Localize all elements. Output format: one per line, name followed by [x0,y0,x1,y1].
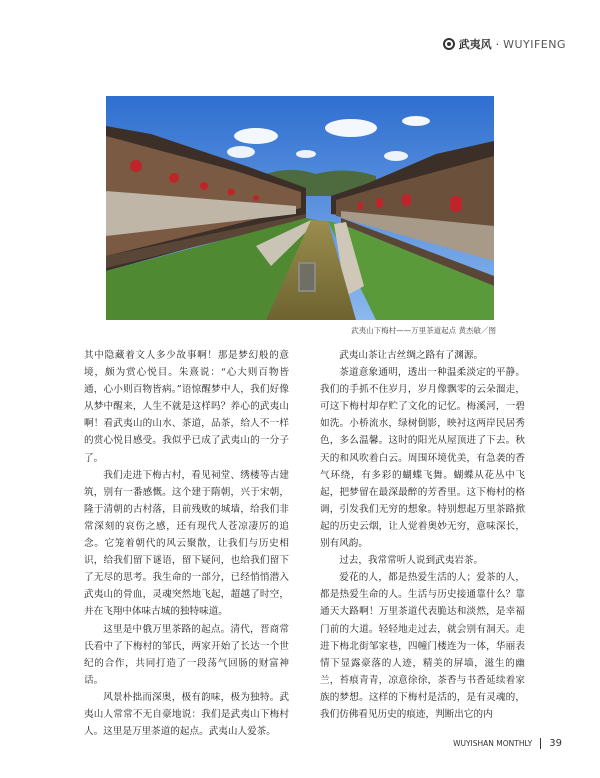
magazine-name: WUYISHAN MONTHLY [453,739,533,748]
paragraph: 过去，我常常听人说到武夷岩茶。 [339,555,484,567]
paragraph: 茶道意象通明，透出一种温柔淡定的平静。我们的手抓不住岁月，岁月像飘零的云朵溜走，可这下梅村却存贮了文化的记忆。梅溪河，一碧如洗。小桥流水，绿树倒影，映衬这两岸民居秀色，多么温馨。这时的阳光从屋顶进了下去。秋天的和风吹着白云。周围环境优美，有急袭的香气环绕，有多彩的蝴蝶飞舞。蝴蝶从花丛中飞起，把梦留在最深最醉的芳香里。这下梅村的格调，引发我们无穷的想象。特别想起万里茶路掀起的历史云烟，让人觉着奥妙无穷，意味深长，别有风韵。 [320,367,525,550]
paragraph: 其中隐藏着文人多少故事啊！那是梦幻般的意境，颇为赏心悦目。朱熹说：“心大则百物皆通，心小则百物皆病。”语惊醒梦中人，我们好像从梦中醒来，人生不就是这样吗？养心的武夷山啊！看武夷山的山水、茶道，品茶，给人不一样的赏心悦目感受。我似乎已成了武夷山的一分子了。 [84,350,289,464]
header-separator: · [495,37,500,51]
page-number: 39 [549,738,562,749]
wuyifeng-logo-icon [443,38,455,50]
magazine-header [443,36,566,52]
photo-caption: 武夷山下梅村——万里茶道起点 黄杰敏／图 [351,326,496,335]
section-brand-en: WUYIFENG [503,37,566,51]
paragraph: 我们走进下梅古村，看见祠堂、绣楼等古建筑，别有一番感慨。这个建于隋朝，兴于宋朝，隆于清朝的古村落，目前残败的城墙，给我们非常深刻的哀伤之感，还有现代人苍凉凄厉的追念。它笼着朝代的风云聚散，让我们与历史相识，给我们留下谜语，留下疑问，也给我们留下了无尽的思考。我生命的一部分，已经悄悄潜入武夷山的骨血，灵魂突然地飞起，超越了时空，并在飞翔中体味古城的独特味道。 [84,469,289,618]
right-text-column [320,347,525,723]
paragraph: 爱花的人，都是热爱生活的人；爱茶的人，都是热爱生命的人。生活与历史接通靠什么？靠通天大路啊！万里茶道代表脆达和淡然，是幸福门前的大道。轻轻地走过去，就会别有洞天。走进下梅北街邹家巷，四幢门楼连为一体，华丽表情下显露豪落的人迹，精美的屏墙，滋生的幽兰，苔痕青青，凉意徐徐，茶香与书香延续着家族的梦想。这样的下梅村是活的，是有灵魂的，我们仿佛看见历史的痕迹，判断出它的内 [320,572,525,720]
left-text-column [84,347,289,740]
page-footer [453,738,562,749]
paragraph: 武夷山茶让古丝绸之路有了渊源。 [339,350,484,361]
paragraph: 这里是中俄万里茶路的起点。清代，晋商常氏看中了下梅村的邹氏，两家开始了长达一个世纪的合作，共同打造了一段荡气回肠的财富神话。 [84,623,289,686]
village-photo [106,96,494,320]
section-brand: 武夷风 [458,38,492,51]
footer-divider [540,738,541,749]
paragraph: 风景朴拙而深奥，极有韵味，极为独特。武夷山人常常不无自豪地说：我们是武夷山下梅村人。这里是万里茶道的起点。武夷山人爱茶。 [84,691,289,738]
